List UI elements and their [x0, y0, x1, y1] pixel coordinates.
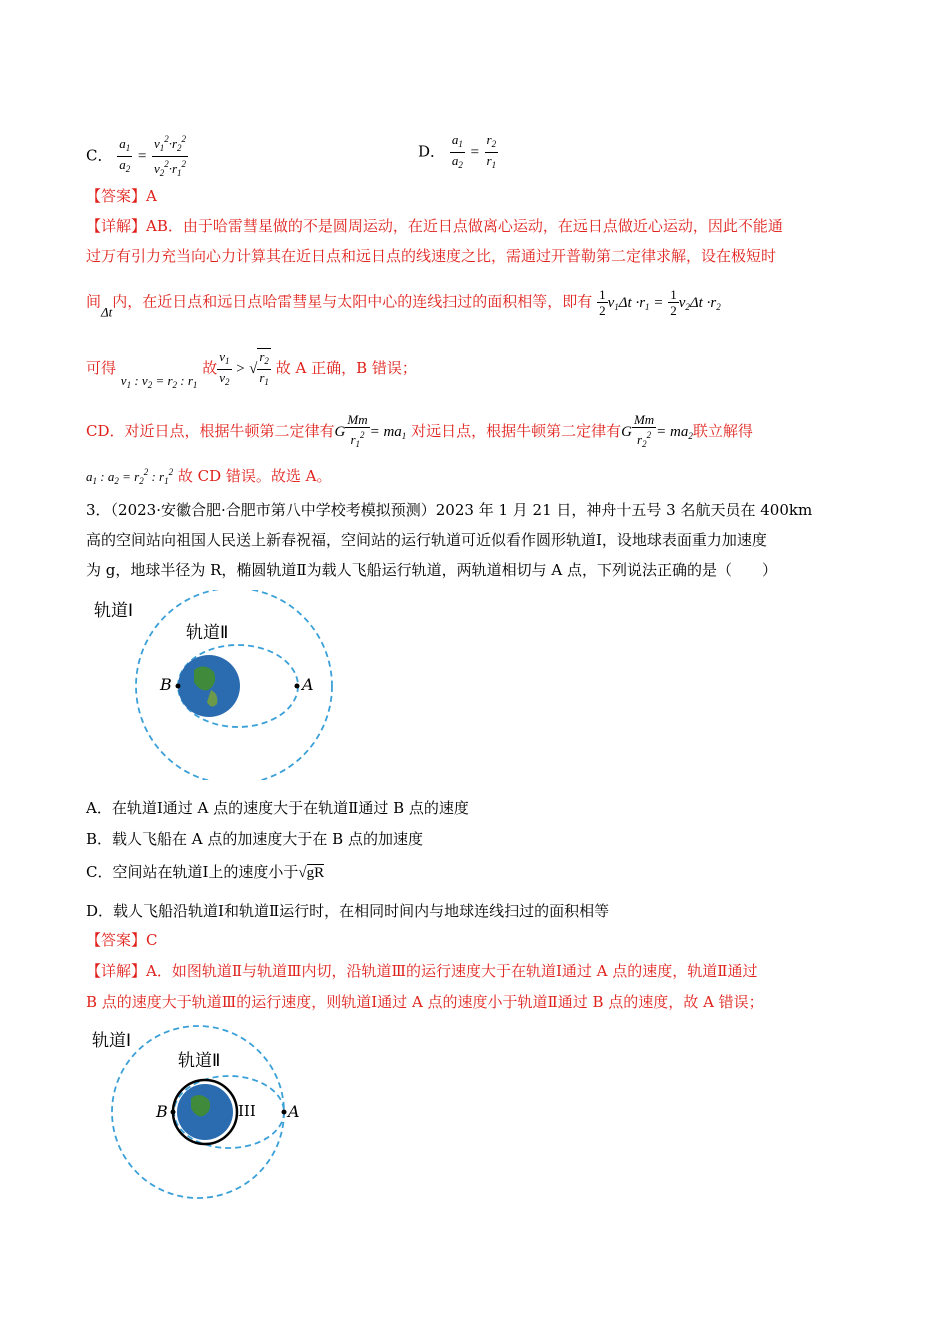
fig2-point-b-dot	[171, 1110, 176, 1115]
formula-sqrt-r: $\frac{r_2}{r_1}$	[257, 348, 271, 390]
q3-option-c: C．空间站在轨道Ⅰ上的速度小于√gR	[86, 863, 325, 881]
fig2-orbit3-label: III	[238, 1102, 256, 1120]
q3-stem-line-2: 高的空间站向祖国人民送上新春祝福，空间站的运行轨道可近似看作圆形轨道Ⅰ，设地球表面重力加速度	[86, 531, 767, 549]
q3-option-c-text: C．空间站在轨道Ⅰ上的速度小于	[86, 863, 299, 881]
q2-detail-3a: 间	[86, 292, 102, 311]
fig1-point-b-label: B	[160, 675, 172, 694]
fig2-orbit2-label: 轨道Ⅱ	[178, 1051, 221, 1071]
q2-detail-4a: 可得	[86, 359, 117, 377]
q3-option-d: D．载人飞船沿轨道Ⅰ和轨道Ⅱ运行时，在相同时间内与地球连线扫过的面积相等	[86, 902, 610, 920]
q3-stem-line-1: 3．（2023·安徽合肥·合肥市第八中学校考模拟预测）2023 年 1 月 21 日，神舟十五号 3 名航天员在 400km	[86, 501, 813, 519]
option-d-top: D． $\frac{a_1}{a_2}$ = $\frac{r_2}{r_1}$	[418, 132, 498, 173]
fig1-orbit1-label: 轨道Ⅰ	[94, 601, 134, 621]
fig1-point-a-label: A	[302, 675, 314, 694]
formula-v-ratio: $\frac{v_1}{v_2}$	[219, 348, 230, 387]
formula-v-r-ratio: $\frac{v_1^2\cdot r_2^2}{v_2^2\cdot r_1^2}$	[153, 134, 187, 178]
fig2-point-a-dot	[282, 1110, 287, 1115]
q2-detail-line-1: 【详解】AB．由于哈雷彗星做的不是圆周运动，在近日点做离心运动，在远日点做近心运动，因此不能通	[86, 217, 783, 235]
q3-option-b: B．载人飞船在 A 点的加速度大于在 B 点的加速度	[86, 830, 423, 848]
orbit-diagram-2	[86, 1022, 366, 1202]
q2-detail-4c: 故 A 正确，B 错误；	[275, 359, 417, 377]
fig2-orbit1-label: 轨道Ⅰ	[92, 1031, 132, 1051]
q2-detail-line-6: $a_1$ : $a_2 = r_2^2$ : $r_1^2$ 故 CD 错误。故选 A。	[86, 467, 332, 486]
q3-detail-line-1: 【详解】A．如图轨道Ⅱ与轨道Ⅲ内切，沿轨道Ⅲ的运行速度大于在轨道Ⅰ通过 A 点的速度，轨道Ⅱ通过	[86, 962, 758, 980]
q2-detail-4b: 故	[202, 359, 218, 377]
q2-detail-line-4: 可得 $v_1$ : $v_2 = r_2$ : $r_1$ 故 $\frac{v_1}{v_2}$ > √ $\frac{r_2}{r_1}$ 故 A 正确，B 错误；	[86, 348, 417, 390]
formula-a-ratio-d: $\frac{a_1}{a_2}$	[451, 132, 463, 170]
point-a-dot	[295, 684, 300, 689]
q2-detail-5c: 联立解得	[692, 422, 753, 440]
formula-kepler-right: $\frac{1}{2}$	[670, 287, 677, 318]
formula-a-ratio: $\frac{a_1}{a_2}$	[119, 136, 131, 174]
fig1-orbit2-label: 轨道Ⅱ	[186, 623, 229, 643]
q3-option-c-math: gR	[306, 865, 325, 881]
option-c-top: C． $\frac{a_1}{a_2}$ = $\frac{v_1^2\cdot r_2^2}{v_2^2\cdot r_1^2}$	[86, 132, 188, 181]
formula-r-ratio: $\frac{r_2}{r_1}$	[486, 132, 497, 170]
q2-answer: 【答案】A	[86, 187, 157, 205]
formula-gravity-far: $\frac{Mm}{r_2^2}$	[633, 412, 655, 449]
q2-detail-6: 故 CD 错误。故选 A。	[177, 467, 332, 485]
q3-option-a: A．在轨道Ⅰ通过 A 点的速度大于在轨道Ⅱ通过 B 点的速度	[86, 799, 469, 817]
q2-detail-line-5: CD．对近日点，根据牛顿第二定律有G $\frac{Mm}{r_1^2}$ = $ma_1$ 对远日点，根据牛顿第二定律有G $\frac{Mm}{r_2^2}$ = $ma_2$联立解得	[86, 412, 753, 452]
q2-detail-line-2: 过万有引力充当向心力计算其在近日点和远日点的线速度之比，需通过开普勒第二定律求解，设在极短时	[86, 247, 777, 265]
point-b-dot	[176, 684, 181, 689]
q2-detail-3b: 内，在近日点和远日点哈雷彗星与太阳中心的连线扫过的面积相等，即有	[112, 292, 593, 311]
fig2-point-b-label: B	[156, 1102, 168, 1121]
option-c-label: C．	[86, 146, 113, 165]
formula-gravity-near: $\frac{Mm}{r_1^2}$	[347, 412, 368, 449]
q3-answer: 【答案】C	[86, 931, 158, 949]
q3-stem-line-3: 为 g，地球半径为 R，椭圆轨道Ⅱ为载人飞船运行轨道，两轨道相切与 A 点，下列说法正确的是（ ）	[86, 561, 778, 579]
orbit-diagram-1	[86, 590, 366, 780]
formula-kepler-left: $\frac{1}{2}$	[599, 287, 606, 318]
q2-detail-5b: 对远日点，根据牛顿第二定律有	[411, 422, 622, 440]
fig2-point-a-label: A	[288, 1102, 300, 1121]
q3-detail-line-2: B 点的速度大于轨道Ⅲ的运行速度，则轨道Ⅰ通过 A 点的速度小于轨道Ⅱ通过 B 点的速度，故 A 错误；	[86, 993, 764, 1011]
q2-detail-5a: CD．对近日点，根据牛顿第二定律有	[86, 422, 335, 440]
q2-detail-line-3: 间Δt内，在近日点和远日点哈雷彗星与太阳中心的连线扫过的面积相等，即有 $\frac{1}{2}$ $v_1\Delta t \cdot r_1$ = $\frac{1}{2}$ $v_2\Delta t \cdot r_2$	[86, 287, 721, 320]
option-d-label: D．	[418, 142, 446, 161]
